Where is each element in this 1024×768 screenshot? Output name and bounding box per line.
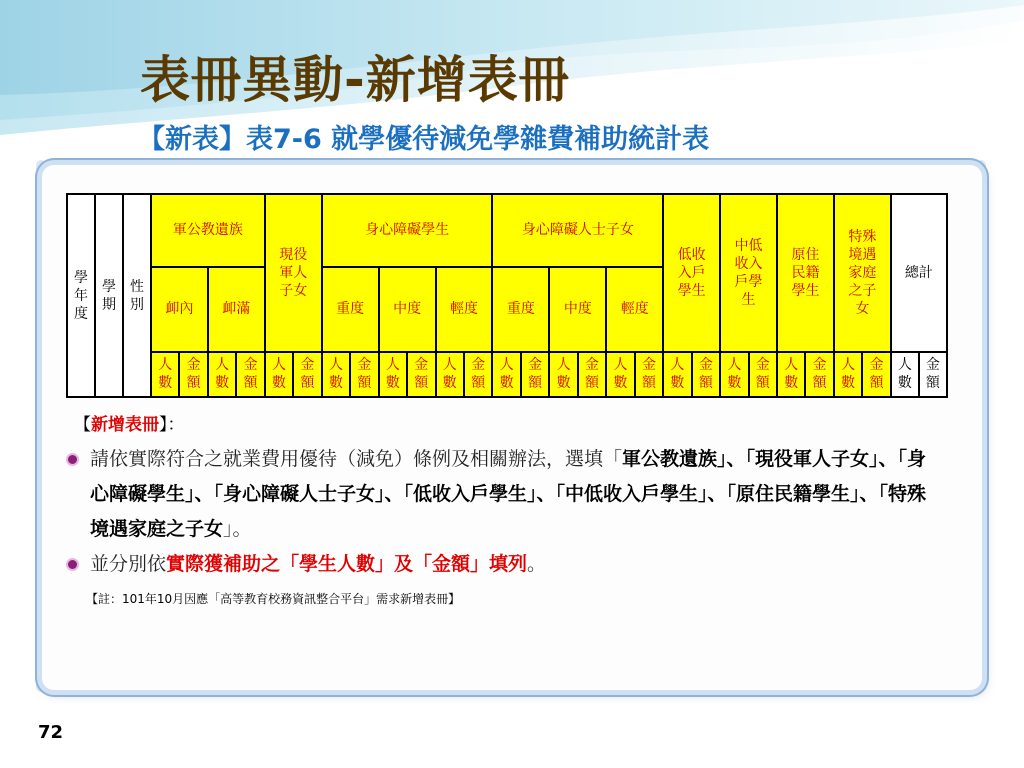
slide-subtitle: 【新表】表7-6 就學優待減免學雜費補助統計表 <box>138 124 710 155</box>
header-count: 人數 <box>606 352 634 397</box>
header-special-family: 特殊境遇家庭之子女 <box>834 194 891 352</box>
header-gender: 性別 <box>123 194 151 397</box>
header-amount: 金額 <box>521 352 549 397</box>
header-count: 人數 <box>777 352 805 397</box>
sub-header-moderate: 中度 <box>549 267 606 352</box>
header-total: 總計 <box>891 194 947 352</box>
bullet-dot-icon <box>66 558 79 571</box>
header-count: 人數 <box>492 352 520 397</box>
sub-header-pension-ended: 卹滿 <box>208 267 265 352</box>
header-amount: 金額 <box>464 352 492 397</box>
header-low-income: 低收入戶學生 <box>663 194 720 352</box>
header-amount: 金額 <box>578 352 606 397</box>
header-count: 人數 <box>208 352 236 397</box>
header-school-year: 學年度 <box>67 194 95 397</box>
header-military-bereaved: 軍公教遺族 <box>151 194 265 267</box>
header-amount: 金額 <box>919 352 947 397</box>
header-amount: 金額 <box>635 352 663 397</box>
header-count: 人數 <box>834 352 862 397</box>
footnote: 【註：101年10月因應「高等教育校務資訊整合平台」需求新增表冊】 <box>86 592 461 606</box>
header-count: 人數 <box>720 352 748 397</box>
page-number: 72 <box>38 722 64 743</box>
bullet-list <box>62 442 942 582</box>
header-count: 人數 <box>549 352 577 397</box>
sub-header-mild: 輕度 <box>436 267 493 352</box>
header-amount: 金額 <box>407 352 435 397</box>
header-amount: 金額 <box>179 352 207 397</box>
header-count: 人數 <box>265 352 293 397</box>
header-indigenous: 原住民籍學生 <box>777 194 834 352</box>
sub-header-moderate: 中度 <box>379 267 436 352</box>
header-mid-low-income: 中低收入戶學生 <box>720 194 777 352</box>
statistics-table <box>66 193 948 398</box>
slide-title: 表冊異動-新增表冊 <box>140 51 570 109</box>
sub-header-severe: 重度 <box>492 267 549 352</box>
header-amount: 金額 <box>350 352 378 397</box>
header-count: 人數 <box>891 352 919 397</box>
header-amount: 金額 <box>293 352 321 397</box>
bullet-item: 請依實際符合之就業費用優待（減免）條例及相關辦法，選填「軍公教遺族」、「現役軍人子女」、「身心障礙學生」、「身心障礙人士子女」、「低收入戶學生」、「中低收入戶學生」、「原住民籍學生」、「特殊境遇家庭之子女」。 <box>62 442 942 547</box>
header-disabled-students: 身心障礙學生 <box>322 194 493 267</box>
header-count: 人數 <box>322 352 350 397</box>
header-count: 人數 <box>151 352 179 397</box>
sub-header-mild: 輕度 <box>606 267 663 352</box>
header-count: 人數 <box>436 352 464 397</box>
header-amount: 金額 <box>862 352 890 397</box>
header-semester: 學期 <box>95 194 123 397</box>
header-amount: 金額 <box>805 352 833 397</box>
bullet-dot-icon <box>66 453 79 466</box>
header-disabled-parents: 身心障礙人士子女 <box>492 194 663 267</box>
header-count: 人數 <box>663 352 691 397</box>
header-count: 人數 <box>379 352 407 397</box>
section-heading: 【新增表冊】： <box>74 415 185 435</box>
header-amount: 金額 <box>236 352 264 397</box>
bullet-item: 並分別依實際獲補助之「學生人數」及「金額」填列。 <box>62 547 942 582</box>
header-amount: 金額 <box>692 352 720 397</box>
header-military-children: 現役軍人子女 <box>265 194 322 352</box>
header-amount: 金額 <box>749 352 777 397</box>
sub-header-in-pension: 卹內 <box>151 267 208 352</box>
sub-header-severe: 重度 <box>322 267 379 352</box>
